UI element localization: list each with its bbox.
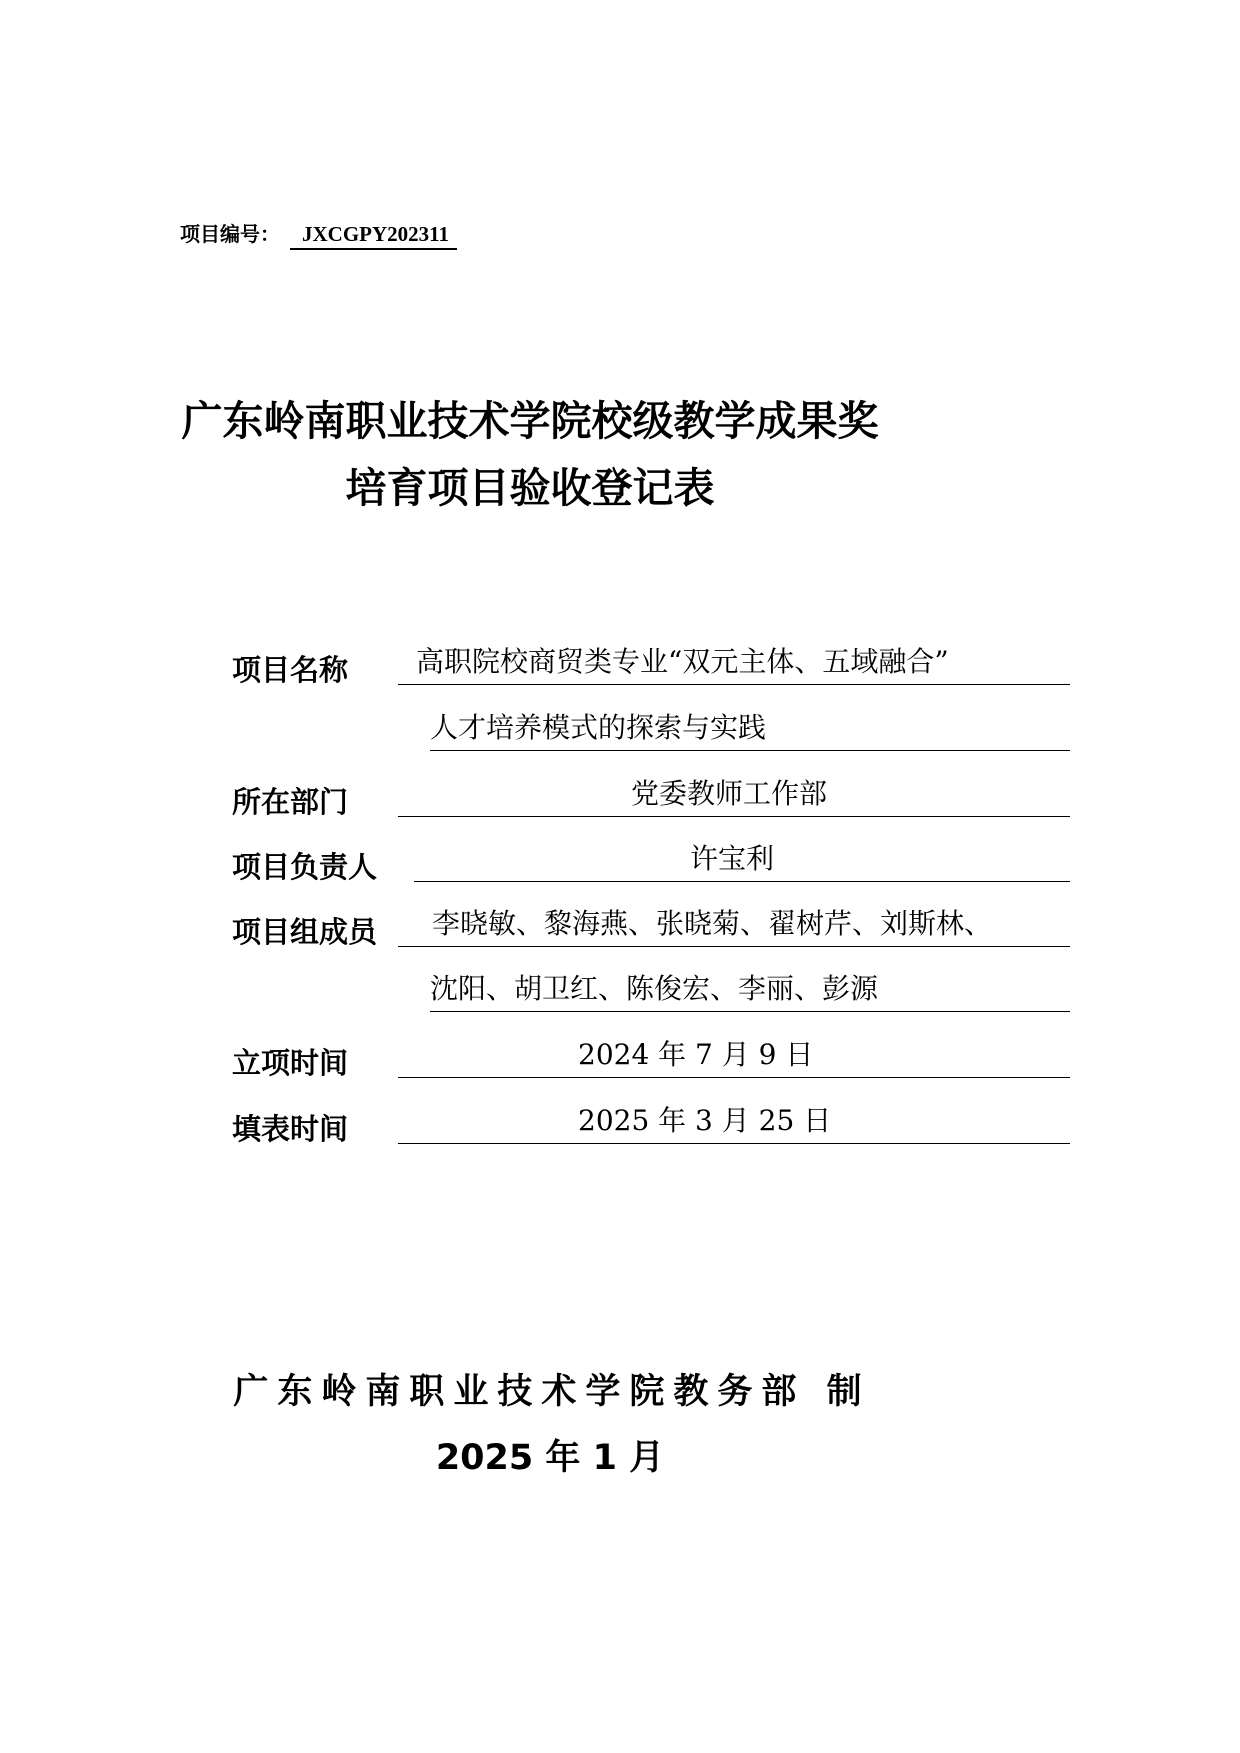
project-name-value-2: 人才培养模式的探索与实践 <box>430 711 767 744</box>
members-line-2 <box>430 967 1070 1012</box>
members-line-1 <box>398 902 1070 947</box>
issuer: 广东岭南职业技术学院教务部 制 <box>233 1372 871 1412</box>
department-value: 党委教师工作部 <box>630 777 827 810</box>
fill-date-value: 2025 年 3 月 25 日 <box>578 1104 832 1137</box>
start-date-line <box>398 1033 1070 1078</box>
members-label: 项目组成员 <box>232 915 378 949</box>
department-label: 所在部门 <box>232 785 349 819</box>
start-date-label: 立项时间 <box>232 1046 349 1080</box>
department-line <box>398 772 1070 817</box>
project-number-label: 项目编号： <box>180 222 280 246</box>
members-value-1: 李晓敏、黎海燕、张晓菊、翟树芹、刘斯林、 <box>432 907 993 940</box>
members-value-2: 沈阳、胡卫红、陈俊宏、李丽、彭源 <box>430 972 879 1005</box>
leader-line <box>414 837 1070 882</box>
project-name-value-1: 高职院校商贸类专业“双元主体、五域融合” <box>416 645 949 678</box>
page-title-line-2: 培育项目验收登记表 <box>345 464 715 512</box>
start-date-value: 2024 年 7 月 9 日 <box>578 1038 814 1071</box>
project-number-value: JXCGPY202311 <box>290 222 457 250</box>
project-name-line-2 <box>430 706 1070 751</box>
project-name-line-1 <box>398 640 1070 685</box>
leader-label: 项目负责人 <box>232 850 378 884</box>
fill-date-line <box>398 1099 1070 1144</box>
leader-value: 许宝利 <box>689 842 774 875</box>
page-title-line-1: 广东岭南职业技术学院校级教学成果奖 <box>181 397 879 445</box>
fill-date-label: 填表时间 <box>232 1112 349 1146</box>
project-number <box>180 218 457 250</box>
project-name-label: 项目名称 <box>232 653 349 687</box>
issue-date: 2025 年 1 月 <box>435 1438 665 1478</box>
